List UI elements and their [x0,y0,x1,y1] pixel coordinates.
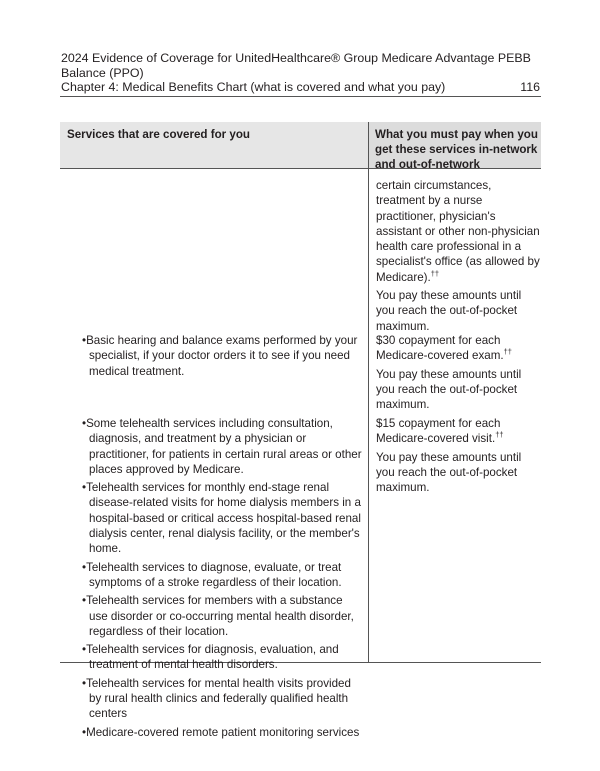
payment-text: You pay these amounts until you reach the out-of-pocket maximum. [376,367,522,412]
payment-cell [376,333,541,415]
benefits-table [60,122,541,739]
payment-text: You pay these amounts until you reach the out-of-pocket maximum. [376,289,522,333]
page-number: 116 [520,80,540,94]
service-bullet: •Basic hearing and balance exams performed by your specialist, if your doctor orders it to see if you need medical treatment. [82,334,358,378]
footnote-mark: †† [503,347,512,357]
document-header [61,51,541,95]
service-bullet: •Telehealth services to diagnose, evaluate, or treat symptoms of a stroke regardless of their location. [82,560,342,589]
service-bullet: •Medicare-covered remote patient monitoring services [82,725,360,739]
service-bullet: •Telehealth services for diagnosis, evaluation, and treatment of mental health disorders. [82,643,339,672]
payment-text: $15 copayment for each Medicare-covered visit. [376,417,501,446]
service-bullet: •Telehealth services for mental health visits provided by rural health clinics and federally qualified health centers [82,676,351,721]
footnote-mark: †† [430,268,440,278]
column-header-payment: What you must pay when you get these services in-network and out-of-network [368,122,541,169]
service-bullet: •Some telehealth services including consultation, diagnosis, and treatment by a physician or practitioner, for patients in certain rural areas or other places approved by Medicare. [82,417,362,476]
column-header-services: Services that are covered for you [60,122,368,169]
header-chapter: Chapter 4: Medical Benefits Chart (what is covered and what you pay) [61,80,446,94]
service-bullet: •Telehealth services for monthly end-stage renal disease-related visits for home dialysis members in a hospital-based or critical access hospital-based renal dialysis center, renal dialysis facility, or the member's home. [82,481,361,556]
payment-text: certain circumstances, treatment by a nurse practitioner, physician's assistant or other non-physician health care professional in a specialist's office (as allowed by Medicare). [376,179,540,284]
column-divider [368,122,369,662]
payment-cell [376,178,541,337]
footnote-mark: †† [495,430,504,440]
header-title: 2024 Evidence of Coverage for UnitedHealthcare® Group Medicare Advantage PEBB Balance (PPO) [61,51,531,80]
service-bullet: •Telehealth services for members with a substance use disorder or co-occurring mental health disorder, regardless of their location. [82,594,354,638]
services-cell [82,333,364,382]
payment-cell [376,416,541,498]
payment-text: $30 copayment for each Medicare-covered exam. [376,334,504,363]
payment-text: You pay these amounts until you reach the out-of-pocket maximum. [376,450,522,495]
services-cell [82,416,364,743]
header-divider [60,96,541,97]
